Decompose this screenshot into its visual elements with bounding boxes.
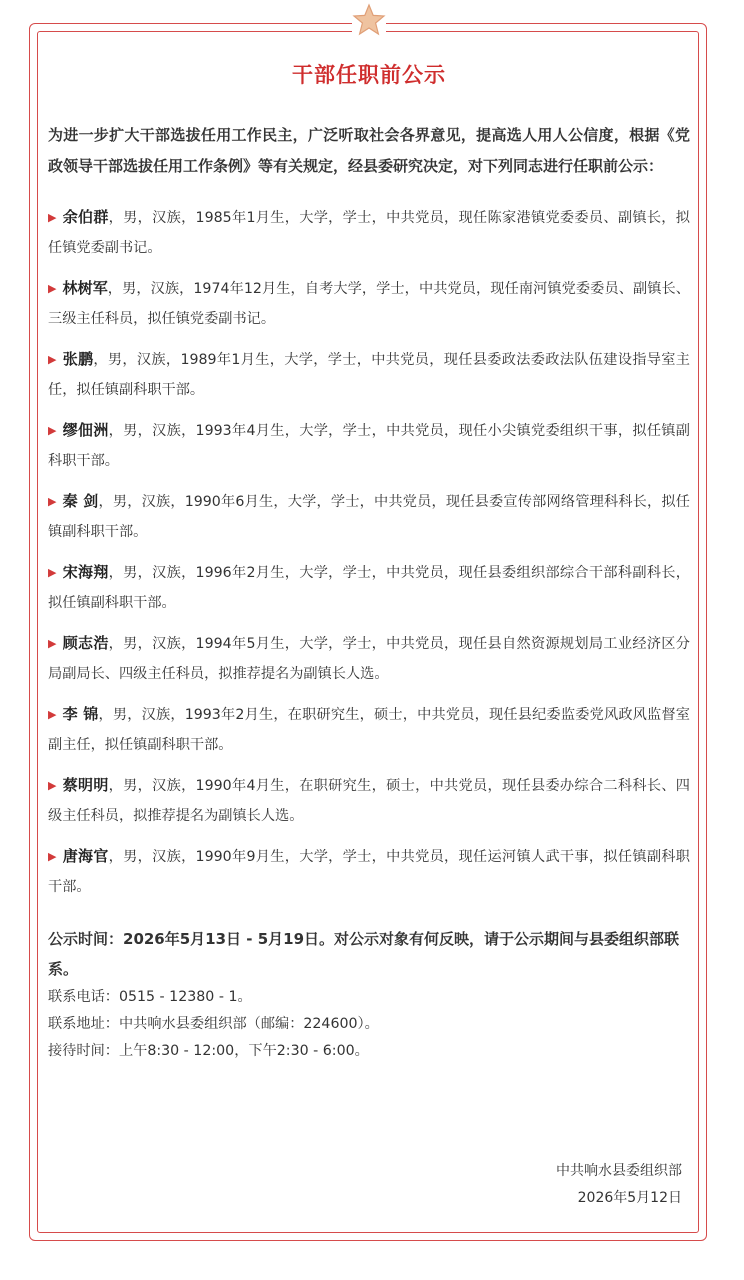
person-name: 缪佃洲 [62, 421, 109, 439]
triangle-bullet-icon: ▶ [48, 779, 57, 792]
page-title: 干部任职前公示 [292, 63, 446, 87]
person-name: 蔡明明 [62, 776, 109, 794]
person-details: ，男，汉族，1996年2月生，大学，学士，中共党员，现任县委组织部综合干部科副科长，拟任镇副科职干部。 [48, 565, 690, 611]
person-details: ，男，汉族，1989年1月生，大学，学士，中共党员，现任县委政法委政法队伍建设指导室主任，拟任镇副科职干部。 [48, 352, 690, 398]
person-list [48, 202, 690, 902]
reception-hours: 接待时间：上午8:30 - 12:00，下午2:30 - 6:00。 [48, 1043, 369, 1059]
person-details: ，男，汉族，1993年2月生，在职研究生，硕士，中共党员，现任县纪委监委党风政风监督室副主任，拟任镇副科职干部。 [48, 707, 690, 753]
person-name: 秦 剑 [62, 492, 99, 510]
person-name: 宋海翔 [62, 563, 109, 581]
person-name: 林树军 [62, 279, 108, 297]
publicity-period: 公示时间：2026年5月13日 - 5月19日。对公示对象有何反映，请于公示期间与县委组织部联系。 [48, 930, 680, 978]
contact-address: 联系地址：中共响水县委组织部（邮编：224600）。 [48, 1016, 379, 1032]
contact-phone: 联系电话：0515 - 12380 - 1。 [48, 989, 252, 1005]
list-item [48, 344, 690, 405]
triangle-bullet-icon: ▶ [48, 850, 57, 863]
person-details: ，男，汉族，1990年4月生，在职研究生，硕士，中共党员，现任县委办综合二科科长、四级主任科员，拟推荐提名为副镇长人选。 [48, 778, 690, 824]
person-name: 顾志浩 [62, 634, 109, 652]
person-name: 李 锦 [62, 705, 99, 723]
triangle-bullet-icon: ▶ [48, 424, 57, 437]
list-item [48, 415, 690, 476]
signature-org: 中共响水县委组织部 [556, 1163, 682, 1179]
signature-block [556, 1158, 682, 1212]
triangle-bullet-icon: ▶ [48, 282, 57, 295]
person-details: ，男，汉族，1994年5月生，大学，学士，中共党员，现任县自然资源规划局工业经济区分局副局长、四级主任科员，拟推荐提名为副镇长人选。 [48, 636, 690, 682]
list-item [48, 557, 690, 618]
person-details: ，男，汉族，1993年4月生，大学，学士，中共党员，现任小尖镇党委组织干事，拟任镇副科职干部。 [48, 423, 690, 469]
list-item [48, 273, 690, 334]
triangle-bullet-icon: ▶ [48, 211, 57, 224]
list-item [48, 202, 690, 263]
intro-paragraph: 为进一步扩大干部选拔任用工作民主，广泛听取社会各界意见，提高选人用人公信度，根据《党政领导干部选拔任用工作条例》等有关规定，经县委研究决定，对下列同志进行任职前公示： [48, 126, 690, 175]
person-name: 张鹏 [62, 350, 94, 368]
notice-body [48, 60, 690, 1065]
list-item [48, 841, 690, 902]
triangle-bullet-icon: ▶ [48, 566, 57, 579]
person-details: ，男，汉族，1990年6月生，大学，学士，中共党员，现任县委宣传部网络管理科科长，拟任镇副科职干部。 [48, 494, 690, 540]
person-name: 余伯群 [62, 208, 109, 226]
list-item [48, 628, 690, 689]
person-details: ，男，汉族，1974年12月生，自考大学，学士，中共党员，现任南河镇党委委员、副镇长、三级主任科员，拟任镇党委副书记。 [48, 281, 690, 327]
signature-date: 2026年5月12日 [577, 1190, 682, 1206]
triangle-bullet-icon: ▶ [48, 353, 57, 366]
triangle-bullet-icon: ▶ [48, 708, 57, 721]
contact-section [48, 924, 690, 1065]
list-item [48, 699, 690, 760]
list-item [48, 770, 690, 831]
triangle-bullet-icon: ▶ [48, 637, 57, 650]
triangle-bullet-icon: ▶ [48, 495, 57, 508]
star-icon [352, 3, 386, 37]
person-details: ，男，汉族，1985年1月生，大学，学士，中共党员，现任陈家港镇党委委员、副镇长，拟任镇党委副书记。 [48, 210, 690, 256]
person-name: 唐海官 [62, 847, 109, 865]
list-item [48, 486, 690, 547]
person-details: ，男，汉族，1990年9月生，大学，学士，中共党员，现任运河镇人武干事，拟任镇副科职干部。 [48, 849, 690, 895]
